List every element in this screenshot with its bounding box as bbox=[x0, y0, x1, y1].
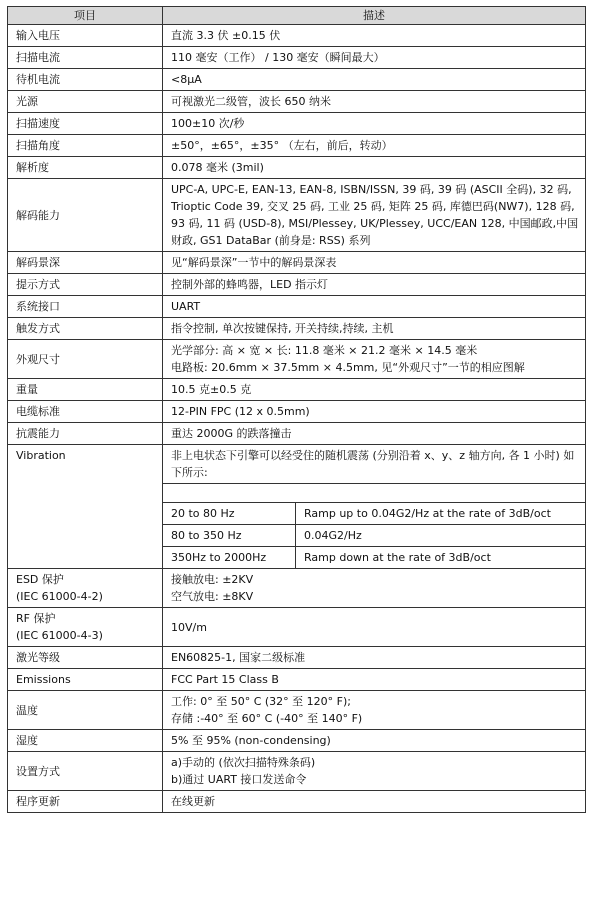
spec-label bbox=[8, 691, 163, 730]
table-row bbox=[8, 608, 586, 647]
table-row bbox=[8, 340, 586, 379]
spec-value bbox=[163, 669, 586, 691]
spec-label: 系统接口 bbox=[8, 296, 163, 318]
cell-line: b)通过 UART 接口发送命令 bbox=[171, 773, 307, 786]
spec-label: 触发方式 bbox=[8, 318, 163, 340]
table-row bbox=[8, 318, 586, 340]
spec-value: UPC-A, UPC-E, EAN-13, EAN-8, ISBN/ISSN, 39 码, 39 码 (ASCII 全码), 32 码, Trioptic Code 39, 交叉 25 码, 工业 25 码, 矩阵 25 码, 库德巴码(NW7), 128 码, 93 码, 11 码 (USD-8), MSI/Plessey, UK/Plessey, UCC/EAN 128, 中国邮政,中国财政, GS1 DataBar (前身是: RSS) 系列 bbox=[163, 179, 586, 252]
spec-label: 提示方式 bbox=[8, 274, 163, 296]
cell-line: 工作: 0° 至 50° C (32° 至 120° F); bbox=[171, 695, 351, 708]
vibration-label: Vibration bbox=[8, 445, 163, 569]
spec-label: 光源 bbox=[8, 91, 163, 113]
cell-line: Emissions bbox=[16, 673, 71, 686]
table-row bbox=[8, 157, 586, 179]
table-row bbox=[8, 25, 586, 47]
spec-label: 外观尺寸 bbox=[8, 340, 163, 379]
spec-label: 抗震能力 bbox=[8, 423, 163, 445]
spec-value bbox=[163, 340, 586, 379]
cell-line: 5% 至 95% (non-condensing) bbox=[171, 734, 331, 747]
spec-label: 输入电压 bbox=[8, 25, 163, 47]
cell-line: 存储 :-40° 至 60° C (-40° 至 140° F) bbox=[171, 712, 363, 725]
spec-value: <8μA bbox=[163, 69, 586, 91]
vibration-spacer bbox=[163, 484, 586, 503]
spec-value: 100±10 次/秒 bbox=[163, 113, 586, 135]
cell-line: 湿度 bbox=[16, 734, 38, 747]
spec-label: 重量 bbox=[8, 379, 163, 401]
cell-line: 程序更新 bbox=[16, 795, 60, 808]
spec-label: 解析度 bbox=[8, 157, 163, 179]
table-row bbox=[8, 730, 586, 752]
spec-value: 110 毫安（工作） / 130 毫安（瞬间最大） bbox=[163, 47, 586, 69]
spec-label: 待机电流 bbox=[8, 69, 163, 91]
table-row bbox=[8, 47, 586, 69]
cell-line: 激光等级 bbox=[16, 651, 60, 664]
table-row bbox=[8, 669, 586, 691]
spec-label bbox=[8, 730, 163, 752]
cell-line: RF 保护 bbox=[16, 612, 56, 625]
cell-line: FCC Part 15 Class B bbox=[171, 673, 279, 686]
spec-value bbox=[163, 647, 586, 669]
spec-value: UART bbox=[163, 296, 586, 318]
spec-label: 电缆标准 bbox=[8, 401, 163, 423]
table-row bbox=[8, 445, 586, 484]
spec-table bbox=[7, 6, 586, 813]
spec-label: 扫描电流 bbox=[8, 47, 163, 69]
cell-line: 10V/m bbox=[171, 620, 207, 634]
table-row bbox=[8, 647, 586, 669]
spec-value bbox=[163, 730, 586, 752]
cell-line: (IEC 61000-4-2) bbox=[16, 590, 103, 603]
vibration-frequency: 80 to 350 Hz bbox=[163, 525, 296, 547]
spec-label: 扫描角度 bbox=[8, 135, 163, 157]
table-row bbox=[8, 791, 586, 813]
table-row bbox=[8, 91, 586, 113]
table-row bbox=[8, 113, 586, 135]
spec-label: 解码景深 bbox=[8, 252, 163, 274]
spec-value: ±50°，±65°，±35° （左右，前后，转动） bbox=[163, 135, 586, 157]
vibration-value: Ramp up to 0.04G2/Hz at the rate of 3dB/oct bbox=[296, 503, 586, 525]
spec-value: 见“解码景深”一节中的解码景深表 bbox=[163, 252, 586, 274]
spec-value: 0.078 毫米 (3mil) bbox=[163, 157, 586, 179]
table-row bbox=[8, 296, 586, 318]
table-row bbox=[8, 379, 586, 401]
spec-value: 重达 2000G 的跌落撞击 bbox=[163, 423, 586, 445]
table-row bbox=[8, 691, 586, 730]
vibration-intro: 非上电状态下引擎可以经受住的随机震荡 (分别沿着 x、y、z 轴方向, 各 1 小时) 如下所示: bbox=[163, 445, 586, 484]
table-row bbox=[8, 135, 586, 157]
spec-value: 控制外部的蜂鸣器，LED 指示灯 bbox=[163, 274, 586, 296]
spec-value bbox=[163, 608, 586, 647]
spec-value: 指令控制, 单次按键保持, 开关持续,持续, 主机 bbox=[163, 318, 586, 340]
cell-line: 电路板: 20.6mm × 37.5mm × 4.5mm, 见“外观尺寸”一节的相应图解 bbox=[171, 361, 525, 374]
vibration-value: Ramp down at the rate of 3dB/oct bbox=[296, 547, 586, 569]
spec-value bbox=[163, 791, 586, 813]
cell-line: 空气放电: ±8KV bbox=[171, 590, 254, 603]
cell-line: 接触放电: ±2KV bbox=[171, 573, 254, 586]
spec-value bbox=[163, 752, 586, 791]
spec-label: 解码能力 bbox=[8, 179, 163, 252]
spec-label bbox=[8, 669, 163, 691]
spec-value: 12-PIN FPC (12 x 0.5mm) bbox=[163, 401, 586, 423]
header-description: 描述 bbox=[163, 7, 586, 25]
vibration-frequency: 20 to 80 Hz bbox=[163, 503, 296, 525]
spec-label bbox=[8, 569, 163, 608]
header-item: 项目 bbox=[8, 7, 163, 25]
spec-value bbox=[163, 691, 586, 730]
cell-line: 光学部分: 高 × 宽 × 长: 11.8 毫米 × 21.2 毫米 × 14.5 毫米 bbox=[171, 344, 478, 357]
cell-line: a)手动的 (依次扫描特殊条码) bbox=[171, 756, 316, 769]
spec-value: 可视激光二级管，波长 650 纳米 bbox=[163, 91, 586, 113]
spec-value: 10.5 克±0.5 克 bbox=[163, 379, 586, 401]
vibration-frequency: 350Hz to 2000Hz bbox=[163, 547, 296, 569]
vibration-value: 0.04G2/Hz bbox=[296, 525, 586, 547]
table-row bbox=[8, 274, 586, 296]
cell-line: EN60825-1, 国家二级标准 bbox=[171, 651, 306, 664]
cell-line: ESD 保护 bbox=[16, 573, 64, 586]
spec-label bbox=[8, 608, 163, 647]
cell-line: 设置方式 bbox=[16, 764, 60, 778]
table-row bbox=[8, 423, 586, 445]
spec-label: 扫描速度 bbox=[8, 113, 163, 135]
cell-line: (IEC 61000-4-3) bbox=[16, 629, 103, 642]
table-row bbox=[8, 752, 586, 791]
table-row bbox=[8, 69, 586, 91]
table-row bbox=[8, 569, 586, 608]
cell-line: 温度 bbox=[16, 703, 38, 717]
table-row bbox=[8, 179, 586, 252]
spec-label bbox=[8, 647, 163, 669]
spec-label bbox=[8, 752, 163, 791]
spec-label bbox=[8, 791, 163, 813]
spec-value: 直流 3.3 伏 ±0.15 伏 bbox=[163, 25, 586, 47]
table-row bbox=[8, 401, 586, 423]
spec-value bbox=[163, 569, 586, 608]
table-row bbox=[8, 252, 586, 274]
table-header-row bbox=[8, 7, 586, 25]
cell-line: 在线更新 bbox=[171, 795, 215, 808]
